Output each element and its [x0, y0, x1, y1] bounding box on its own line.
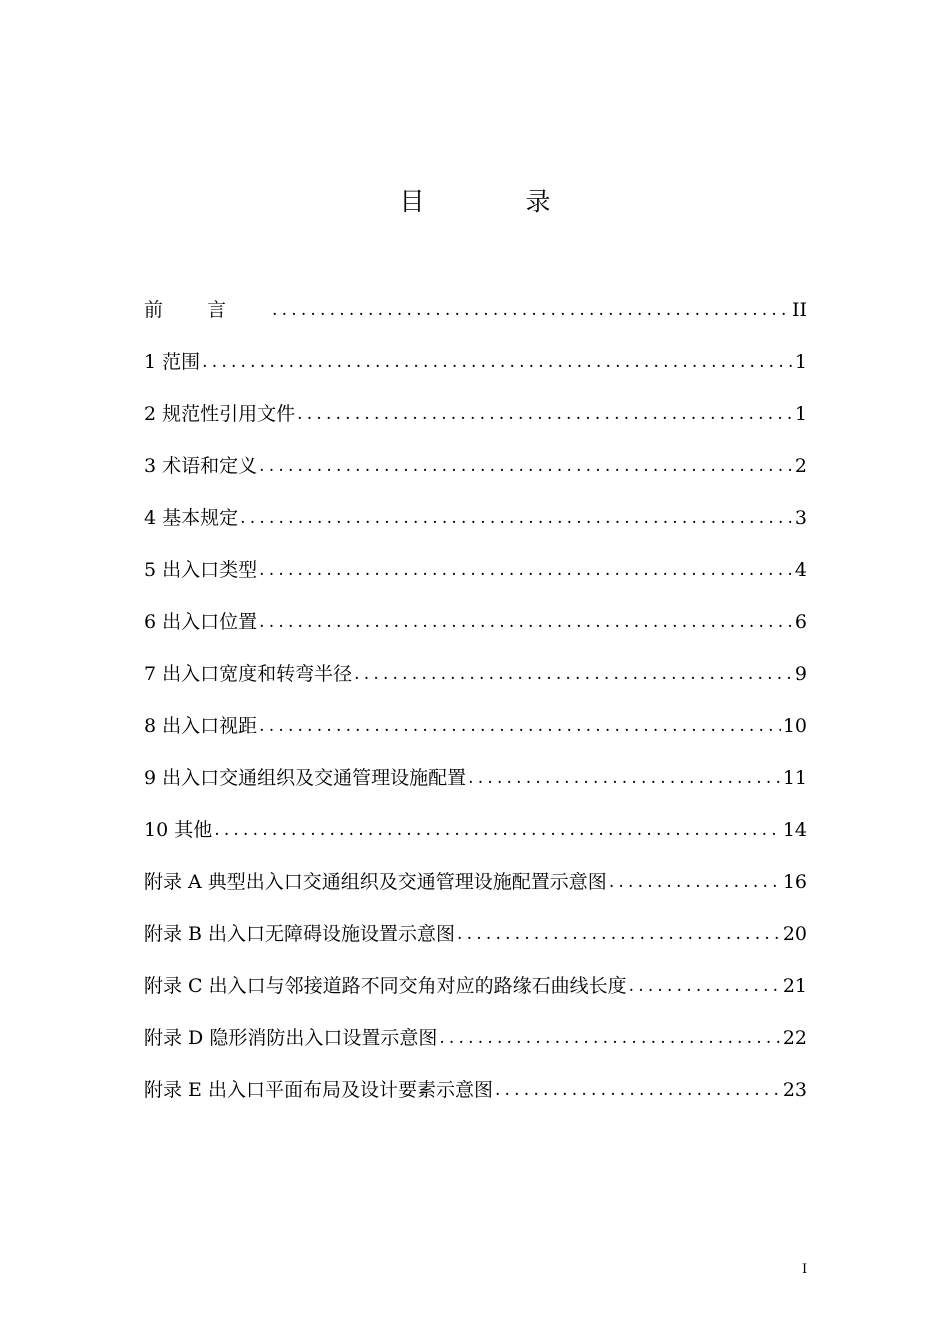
- toc-entry-others[interactable]: [144, 796, 807, 848]
- toc-entry-page: 6: [794, 611, 807, 633]
- toc-entry-label: 1 范围: [144, 351, 201, 373]
- toc-entry-page: 21: [782, 975, 807, 997]
- toc-entry-appendix-c[interactable]: [144, 952, 807, 1004]
- toc-entry-appendix-a[interactable]: [144, 848, 807, 900]
- toc-leader-dots: [354, 656, 793, 692]
- toc-leader-dots: [259, 448, 793, 484]
- toc-entry-width-turning-radius[interactable]: [144, 640, 807, 692]
- toc-entry-entrance-location[interactable]: [144, 588, 807, 640]
- toc-entry-appendix-d[interactable]: [144, 1004, 807, 1056]
- toc-entry-scope[interactable]: [144, 328, 807, 380]
- toc-entry-label: 5 出入口类型: [144, 559, 258, 581]
- toc-leader-dots: [259, 552, 793, 588]
- page-number: I: [802, 1262, 808, 1277]
- toc-entry-page: 10: [782, 715, 807, 737]
- toc-entry-page: 1: [794, 403, 807, 425]
- page-title: 目 录: [399, 187, 589, 216]
- toc-leader-dots: [629, 968, 781, 1004]
- toc-leader-dots: [297, 396, 793, 432]
- toc-entry-appendix-e[interactable]: [144, 1056, 807, 1108]
- toc-leader-dots: [202, 344, 793, 380]
- toc-leader-dots: [259, 708, 781, 744]
- toc-entry-label: 9 出入口交通组织及交通管理设施配置: [144, 767, 467, 789]
- toc-entry-label: 附录 E 出入口平面布局及设计要素示意图: [144, 1079, 493, 1101]
- toc-entry-page: 9: [794, 663, 807, 685]
- toc-entry-label: 附录 C 出入口与邻接道路不同交角对应的路缘石曲线长度: [144, 975, 627, 997]
- toc-entry-traffic-organization[interactable]: [144, 744, 807, 796]
- toc-entry-label: 3 术语和定义: [144, 455, 258, 477]
- toc-entry-foreword[interactable]: [144, 276, 807, 328]
- toc-entry-label: 2 规范性引用文件: [144, 403, 296, 425]
- toc-entry-page: II: [791, 299, 807, 321]
- toc-entry-page: 3: [794, 507, 807, 529]
- toc-leader-dots: [259, 604, 793, 640]
- toc-entry-page: 2: [794, 455, 807, 477]
- toc-leader-dots: [495, 1072, 781, 1108]
- toc-entry-appendix-b[interactable]: [144, 900, 807, 952]
- toc-leader-dots: [272, 292, 790, 328]
- toc-entry-page: 4: [794, 559, 807, 581]
- toc-entry-page: 1: [794, 351, 807, 373]
- toc-entry-label: 前言: [144, 299, 271, 321]
- toc-entry-page: 22: [782, 1027, 807, 1049]
- toc-leader-dots: [240, 500, 793, 536]
- toc-entry-entrance-types[interactable]: [144, 536, 807, 588]
- toc-entry-page: 16: [782, 871, 807, 893]
- toc-entry-page: 20: [782, 923, 807, 945]
- toc-leader-dots: [468, 760, 781, 796]
- toc-entry-page: 14: [782, 819, 807, 841]
- toc-leader-dots: [439, 1020, 780, 1056]
- table-of-contents: [144, 276, 807, 1108]
- toc-entry-label: 附录 B 出入口无障碍设施设置示意图: [144, 923, 456, 945]
- toc-entry-label: 7 出入口宽度和转弯半径: [144, 663, 353, 685]
- toc-entry-normative-references[interactable]: [144, 380, 807, 432]
- toc-entry-label: 6 出入口位置: [144, 611, 258, 633]
- toc-entry-page: 23: [782, 1079, 807, 1101]
- toc-entry-label: 附录 A 典型出入口交通组织及交通管理设施配置示意图: [144, 871, 607, 893]
- toc-entry-label: 附录 D 隐形消防出入口设置示意图: [144, 1027, 438, 1049]
- toc-entry-label: 10 其他: [144, 819, 213, 841]
- toc-entry-label: 8 出入口视距: [144, 715, 258, 737]
- toc-entry-sight-distance[interactable]: [144, 692, 807, 744]
- toc-entry-terms-definitions[interactable]: [144, 432, 807, 484]
- toc-leader-dots: [609, 864, 781, 900]
- toc-entry-label: 4 基本规定: [144, 507, 239, 529]
- toc-entry-page: 11: [782, 767, 807, 789]
- toc-leader-dots: [457, 916, 781, 952]
- toc-entry-basic-provisions[interactable]: [144, 484, 807, 536]
- toc-leader-dots: [214, 812, 781, 848]
